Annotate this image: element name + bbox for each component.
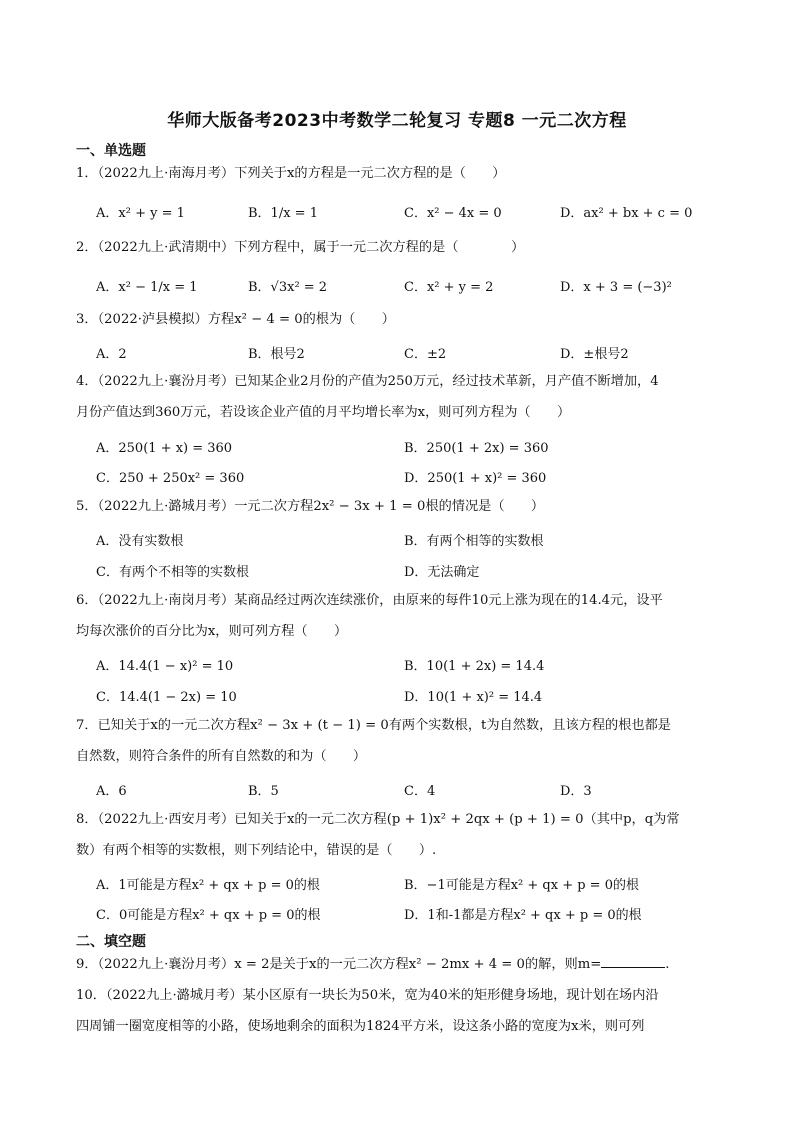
question-4-option-c: C．250 + 250x² = 360 — [96, 471, 245, 486]
question-3-option-d: D．±根号2 — [560, 347, 629, 362]
question-9-end: . — [665, 957, 670, 972]
question-8-option-d: D．1和-1都是方程x² + qx + p = 0的根 — [404, 908, 642, 923]
question-4-option-a: A．250(1 + x) = 360 — [96, 441, 233, 456]
question-10-stem-line-1: 10．（2022九上·潞城月考）某小区原有一块长为50米，宽为40米的矩形健身场地，现计划在场内沿 — [76, 988, 659, 1003]
question-1-option-d: D．ax² + bx + c = 0 — [560, 206, 693, 221]
question-3-stem: 3．（2022·泸县模拟）方程x² − 4 = 0的根为（ ） — [76, 312, 395, 327]
question-7-option-a: A．6 — [96, 784, 127, 799]
question-5-option-c: C．有两个不相等的实数根 — [96, 565, 249, 580]
question-3-option-c: C．±2 — [404, 347, 447, 362]
question-6-option-d: D．10(1 + x)² = 14.4 — [404, 690, 543, 705]
question-6-option-c: C．14.4(1 − 2x) = 10 — [96, 690, 237, 705]
question-1-option-b: B．1/x = 1 — [248, 206, 318, 221]
question-7-stem-line-2: 自然数，则符合条件的所有自然数的和为（ ） — [76, 749, 367, 764]
question-6-option-b: B．10(1 + 2x) = 14.4 — [404, 659, 545, 674]
question-3-option-a: A．2 — [96, 347, 127, 362]
question-4-option-b: B．250(1 + 2x) = 360 — [404, 441, 549, 456]
question-4-option-d: D．250(1 + x)² = 360 — [404, 471, 547, 486]
question-5-option-a: A．没有实数根 — [96, 534, 184, 549]
answer-blank — [601, 955, 665, 968]
question-6-option-a: A．14.4(1 − x)² = 10 — [96, 659, 234, 674]
section-heading-fill-blank: 二、填空题 — [76, 934, 146, 950]
question-5-option-d: D．无法确定 — [404, 565, 480, 580]
question-6-stem-line-2: 均每次涨价的百分比为x，则可列方程（ ） — [76, 624, 348, 639]
question-9-stem — [76, 949, 716, 980]
question-5-option-b: B．有两个相等的实数根 — [404, 534, 544, 549]
question-7-option-c: C．4 — [404, 784, 436, 799]
question-8-option-b: B．−1可能是方程x² + qx + p = 0的根 — [404, 878, 639, 893]
question-4-stem-line-2: 月份产值达到360万元，若设该企业产值的月平均增长率为x，则可列方程为（ ） — [76, 405, 571, 420]
question-1-option-c: C．x² − 4x = 0 — [404, 206, 502, 221]
question-2-option-c: C．x² + y = 2 — [404, 280, 494, 295]
question-2-option-d: D．x + 3 = (−3)² — [560, 280, 672, 295]
question-2-stem: 2．（2022九上·武清期中）下列方程中，属于一元二次方程的是（ ） — [76, 240, 525, 255]
question-5-stem: 5．（2022九上·潞城月考）一元二次方程2x² − 3x + 1 = 0根的情况是（ ） — [76, 499, 545, 514]
question-2-option-a: A．x² − 1/x = 1 — [96, 280, 198, 295]
question-8-option-c: C．0可能是方程x² + qx + p = 0的根 — [96, 908, 321, 923]
question-1-option-a: A．x² + y = 1 — [96, 206, 185, 221]
question-4-stem-line-1: 4．（2022九上·襄汾月考）已知某企业2月份的产值为250万元，经过技术革新，月产值不断增加，4 — [76, 374, 659, 389]
question-8-option-a: A．1可能是方程x² + qx + p = 0的根 — [96, 878, 320, 893]
question-8-stem-line-1: 8．（2022九上·西安月考）已知关于x的一元二次方程(p + 1)x² + 2qx + (p + 1) = 0（其中p，q为常 — [76, 812, 680, 827]
question-2-option-b: B．√3x² = 2 — [248, 280, 328, 295]
question-10-stem-line-2: 四周铺一圈宽度相等的小路，使场地剩余的面积为1824平方米，设这条小路的宽度为x米，则可列 — [76, 1019, 645, 1034]
question-9-text: 9．（2022九上·襄汾月考）x = 2是关于x的一元二次方程x² − 2mx + 4 = 0的解，则m= — [76, 957, 602, 972]
question-7-stem-line-1: 7．已知关于x的一元二次方程x² − 3x + (t − 1) = 0有两个实数根，t为自然数，且该方程的根也都是 — [76, 718, 671, 733]
document-title: 华师大版备考2023中考数学二轮复习 专题8 一元二次方程 — [167, 111, 627, 131]
question-7-option-d: D．3 — [560, 784, 592, 799]
question-7-option-b: B．5 — [248, 784, 279, 799]
question-8-stem-line-2: 数）有两个相等的实数根，则下列结论中，错误的是（ ）. — [76, 843, 437, 858]
question-1-stem: 1．（2022九上·南海月考）下列关于x的方程是一元二次方程的是（ ） — [76, 166, 506, 181]
section-heading-single-choice: 一、单选题 — [76, 143, 146, 159]
question-3-option-b: B．根号2 — [248, 347, 305, 362]
question-6-stem-line-1: 6．（2022九上·南岗月考）某商品经过两次连续涨价，由原来的每件10元上涨为现在的14.4元，设平 — [76, 593, 663, 608]
